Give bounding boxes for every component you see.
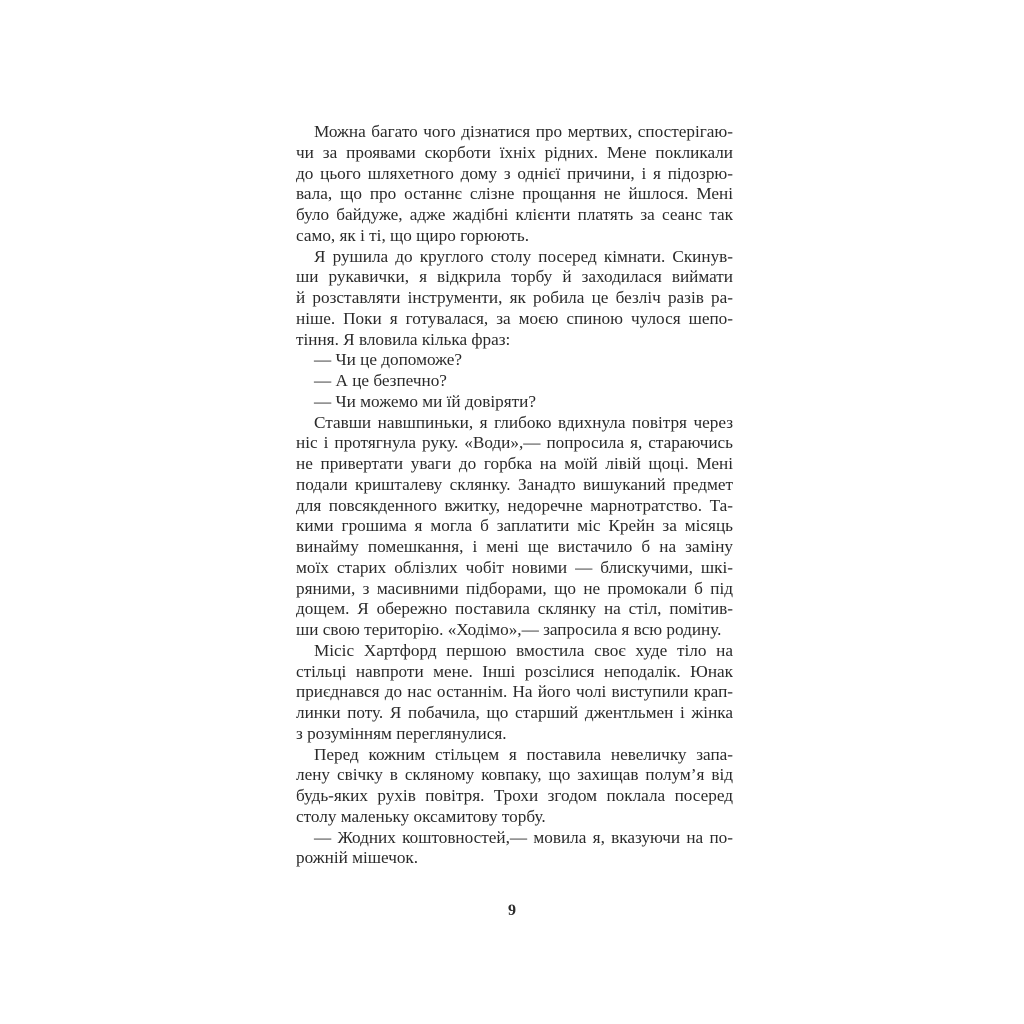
paragraph: [296, 745, 733, 828]
text-line: вала, що про останнє слізне прощання не йшлося. Мені: [296, 184, 733, 204]
text-line: — Чи можемо ми їй довіряти?: [314, 391, 536, 411]
text-line: — А це безпечно?: [314, 371, 447, 390]
text-line: дощем. Я обережно поставила склянку на стіл, помітив-: [296, 599, 733, 619]
paragraph: [296, 122, 733, 247]
text-line: моїх старих облізлих чобіт новими — блискучими, шкі-: [296, 557, 733, 577]
text-line: стільці навпроти мене. Інші розсілися неподалік. Юнак: [296, 661, 733, 681]
text-line: Можна багато чого дізнатися про мертвих, спостерігаю-: [314, 122, 733, 141]
text-line: Місіс Хартфорд першою вмостила своє худе тіло на: [314, 640, 733, 660]
paragraph: [296, 413, 733, 641]
text-line: ніс і протягнула руку. «Води»,— попросила я, стараючись: [296, 433, 733, 453]
paragraph: [296, 392, 733, 413]
text-line: ши рукавички, я відкрила торбу й заходилася виймати: [296, 267, 733, 287]
text-line: лену свічку в скляному ковпаку, що захищав полум’я від: [296, 765, 733, 785]
text-line: подали кришталеву склянку. Занадто вишуканий предмет: [296, 474, 733, 494]
text-line: було байдуже, адже жадібні клієнти платять за сеанс так: [296, 205, 733, 224]
text-line: до цього шляхетного дому з однієї причини, і я підозрю-: [296, 163, 733, 183]
text-line: й розставляти інструменти, як робила це безліч разів ра-: [296, 288, 733, 307]
text-line: тіння. Я вловила кілька фраз:: [296, 329, 511, 349]
text-line: ряними, з масивними підборами, що не промокали б під: [296, 578, 733, 598]
text-line: Ставши навшпиньки, я глибоко вдихнула повітря через: [314, 412, 733, 432]
paragraph: [296, 350, 733, 371]
text-line: винайму помешкання, і мені ще вистачило б на заміну: [296, 537, 733, 556]
page-number: 9: [508, 902, 516, 919]
text-line: не привертати уваги до горбка на моїй лівій щоці. Мені: [296, 454, 733, 473]
text-line: — Жодних коштовностей,— мовила я, вказуючи на по-: [314, 827, 733, 847]
text-line: приєднався до нас останнім. На його чолі виступили крап-: [296, 682, 733, 702]
paragraph: [296, 247, 733, 351]
text-line: ши свою територію. «Ходімо»,— запросила я всю родину.: [296, 620, 722, 639]
paragraph: [296, 371, 733, 392]
body-text: [296, 122, 733, 869]
text-line: Я рушила до круглого столу посеред кімнати. Скинув-: [314, 246, 733, 266]
text-line: для повсякденного вжитку, недоречне марнотратство. Та-: [296, 495, 733, 515]
text-line: будь-яких рухів повітря. Трохи згодом поклала посеред: [296, 786, 733, 805]
text-line: само, як і ті, що щиро горюють.: [296, 225, 529, 245]
text-line: — Чи це допоможе?: [314, 350, 463, 370]
text-line: рожній мішечок.: [296, 848, 419, 868]
text-line: ніше. Поки я готувалася, за моєю спиною чулося шепо-: [296, 308, 733, 328]
text-line: з розумінням переглянулися.: [296, 723, 507, 743]
text-line: линки поту. Я побачила, що старший джентльмен і жінка: [296, 703, 733, 722]
paragraph: [296, 828, 733, 870]
text-line: Перед кожним стільцем я поставила невеличку запа-: [314, 744, 733, 764]
text-line: кими грошима я могла б заплатити міс Крейн за місяць: [296, 516, 733, 536]
text-line: столу маленьку оксамитову торбу.: [296, 806, 546, 826]
text-line: чи за проявами скорботи їхніх рідних. Мене покликали: [296, 142, 733, 162]
paragraph: [296, 641, 733, 745]
